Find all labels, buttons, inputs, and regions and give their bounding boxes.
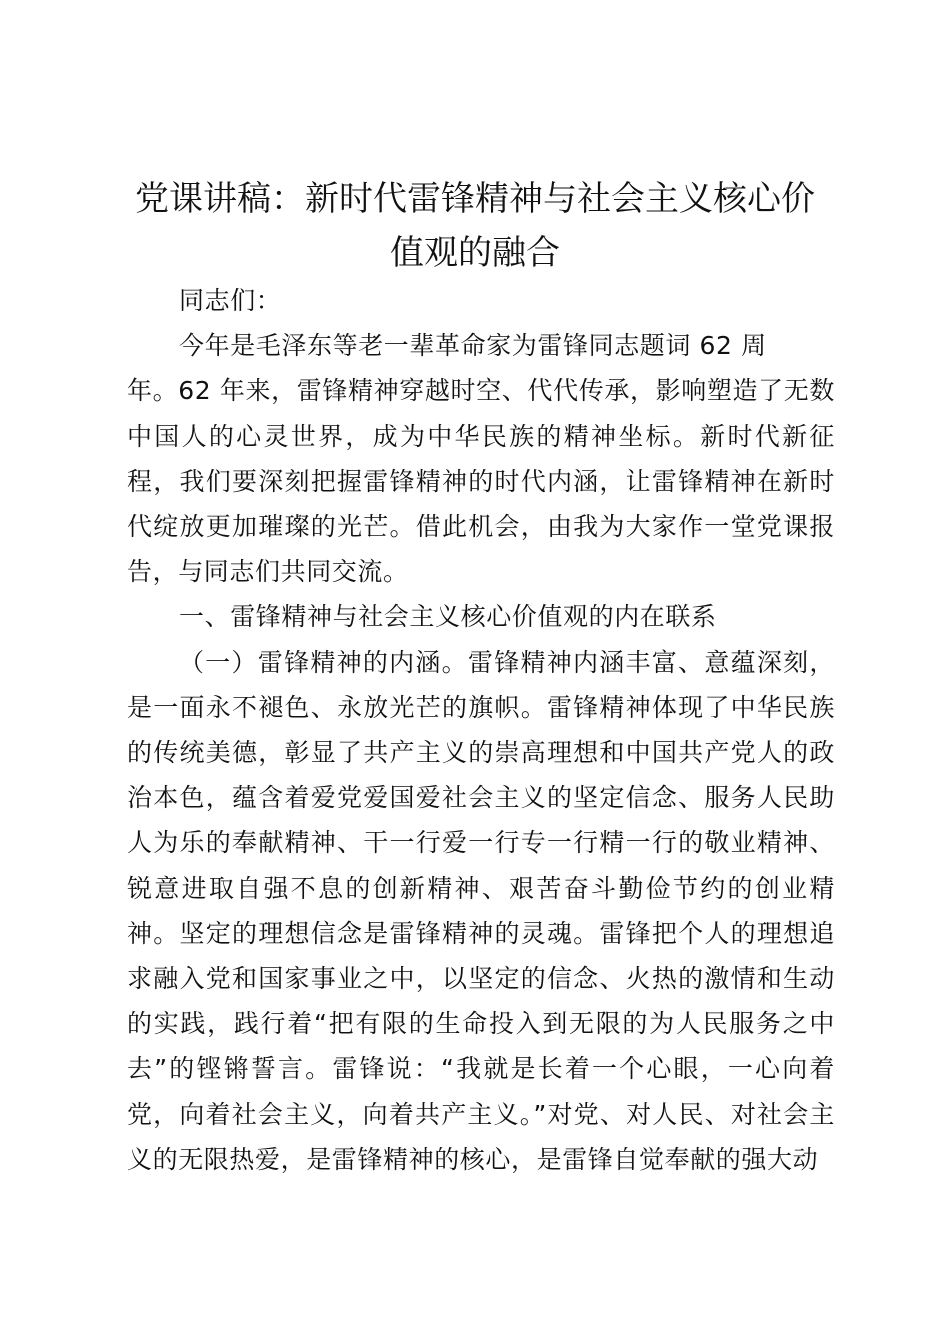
- document-title: [110, 172, 840, 280]
- document-body: [127, 278, 835, 1182]
- title-line-2: 值观的融合: [390, 233, 560, 273]
- intro-paragraph-line-1: 今年是毛泽东等老一辈革命家为雷锋同志题词 62 周: [179, 331, 767, 361]
- subsection-paragraph-1: （一）雷锋精神的内涵。雷锋精神内涵丰富、意蕴深刻，是一面永不褪色、永放光芒的旗帜。雷锋精神体现了中华民族的传统美德，彰显了共产主义的崇高理想和中国共产党人的政治本色，蕴含着爱党爱国爱社会主义的坚定信念、服务人民助人为乐的奉献精神、干一行爱一行专一行精一行的敬业精神、锐意进取自强不息的创新精神、艰苦奋斗勤俭节约的创业精神。坚定的理想信念是雷锋精神的灵魂。雷锋把个人的理想追求融入党和国家事业之中，以坚定的信念、火热的激情和生动的实践，践行着“把有限的生命投入到无限的为人民服务之中去”的铿锵誓言。雷锋说：“我就是长着一个心眼，一心向着党，向着社会主义，向着共产主义。”对党、对人民、对社会主义的无限热爱，是雷锋精神的核心，是雷锋自觉奉献的强大动: [127, 647, 835, 1174]
- intro-paragraph-continued: 年。62 年来，雷锋精神穿越时空、代代传承，影响塑造了无数中国人的心灵世界，成为中华民族的精神坐标。新时代新征程，我们要深刻把握雷锋精神的时代内涵，让雷锋精神在新时代绽放更加璀璨的光芒。借此机会，由我为大家作一堂党课报告，与同志们共同交流。: [127, 376, 835, 587]
- section-heading-1: 一、雷锋精神与社会主义核心价值观的内在联系: [179, 602, 717, 632]
- salutation-paragraph: 同志们：: [179, 286, 282, 315]
- title-line-1: 党课讲稿：新时代雷锋精神与社会主义核心价: [135, 179, 815, 219]
